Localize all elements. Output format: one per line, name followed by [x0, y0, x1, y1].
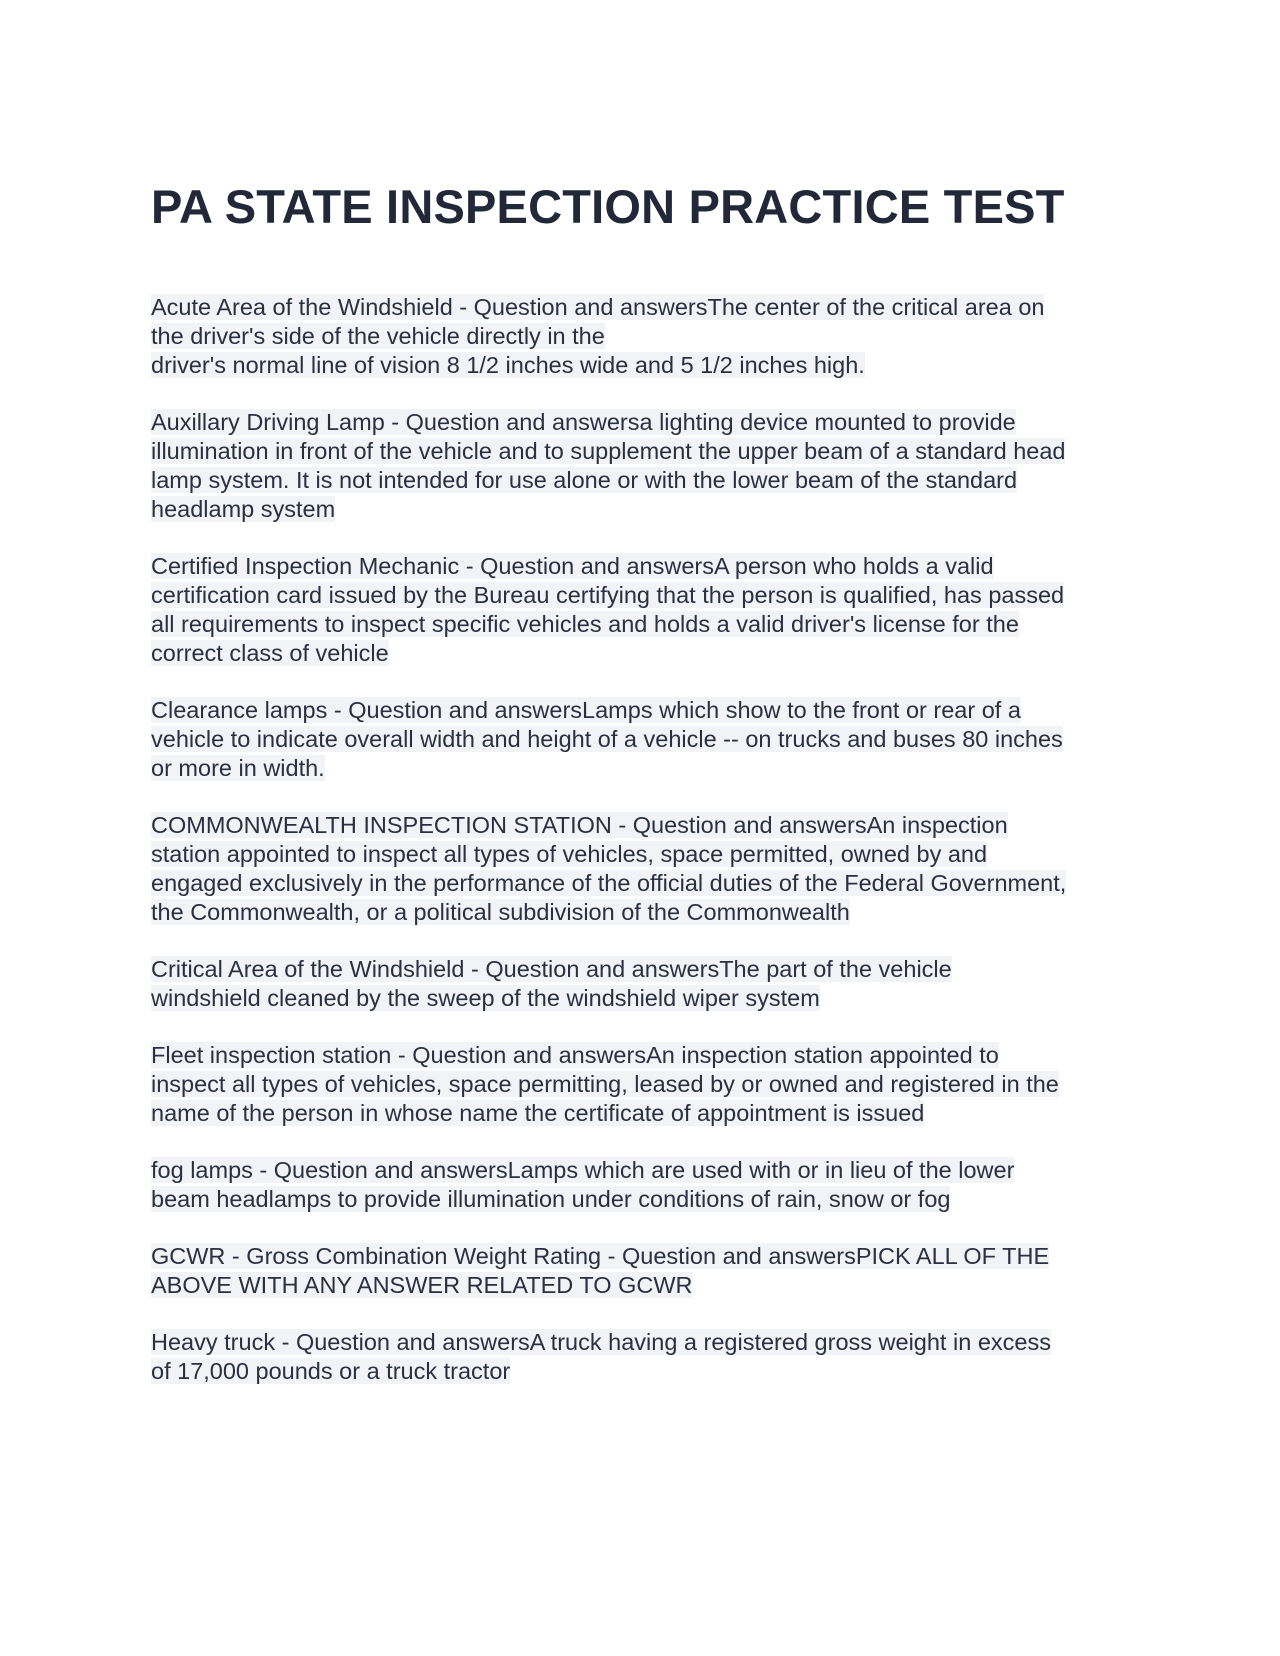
entry-text-line: Critical Area of the Windshield - Question and answersThe part of the vehicle: [151, 956, 952, 982]
page-title: PA STATE INSPECTION PRACTICE TEST: [151, 180, 1065, 233]
entry-text-line: GCWR - Gross Combination Weight Rating - Question and answersPICK ALL OF THE: [151, 1243, 1050, 1269]
entry-text-line: illumination in front of the vehicle and to supplement the upper beam of a standard head: [151, 438, 1066, 464]
entry-text-line: windshield cleaned by the sweep of the windshield wiper system: [151, 985, 820, 1011]
entry-text-line: the driver's side of the vehicle directly in the: [151, 323, 605, 349]
entry-text-line: driver's normal line of vision 8 1/2 inches wide and 5 1/2 inches high.: [151, 352, 865, 378]
entry-critical-area: [151, 955, 1141, 1013]
entry-text-line: inspect all types of vehicles, space permitting, leased by or owned and registered in the: [151, 1071, 1059, 1097]
entry-certified-inspection-mechanic: [151, 552, 1141, 668]
entry-text-line: certification card issued by the Bureau certifying that the person is qualified, has passed: [151, 582, 1065, 608]
entry-text-line: fog lamps - Question and answersLamps which are used with or in lieu of the lower: [151, 1157, 1015, 1183]
entry-text-line: beam headlamps to provide illumination under conditions of rain, snow or fog: [151, 1186, 951, 1212]
entry-clearance-lamps: [151, 696, 1141, 783]
entry-fog-lamps: [151, 1156, 1141, 1214]
entry-text-line: Fleet inspection station - Question and answersAn inspection station appointed to: [151, 1042, 999, 1068]
entry-text-line: COMMONWEALTH INSPECTION STATION - Question and answersAn inspection: [151, 812, 1008, 838]
entry-text-line: correct class of vehicle: [151, 640, 389, 666]
entry-text-line: engaged exclusively in the performance of the official duties of the Federal Government,: [151, 870, 1067, 896]
entry-text-line: the Commonwealth, or a political subdivision of the Commonwealth: [151, 899, 850, 925]
entry-text-line: ABOVE WITH ANY ANSWER RELATED TO GCWR: [151, 1272, 693, 1298]
entry-text-line: Auxillary Driving Lamp - Question and answersa lighting device mounted to provide: [151, 409, 1016, 435]
entry-text-line: vehicle to indicate overall width and height of a vehicle -- on trucks and buses 80 inches: [151, 726, 1063, 752]
entry-text-line: Heavy truck - Question and answersA truck having a registered gross weight in excess: [151, 1329, 1051, 1355]
entry-text-line: Certified Inspection Mechanic - Question and answersA person who holds a valid: [151, 553, 994, 579]
entry-auxillary-driving-lamp: [151, 408, 1141, 524]
entry-gcwr: [151, 1242, 1141, 1300]
entry-text-line: Acute Area of the Windshield - Question and answersThe center of the critical area on: [151, 294, 1045, 320]
entry-commonwealth-inspection-station: [151, 811, 1141, 927]
entry-text-line: headlamp system: [151, 496, 336, 522]
entry-list: [151, 293, 1141, 1386]
entry-text-line: of 17,000 pounds or a truck tractor: [151, 1358, 511, 1384]
entry-heavy-truck: [151, 1328, 1141, 1386]
entry-text-line: all requirements to inspect specific vehicles and holds a valid driver's license for the: [151, 611, 1019, 637]
entry-fleet-inspection-station: [151, 1041, 1141, 1128]
entry-text-line: name of the person in whose name the certificate of appointment is issued: [151, 1100, 925, 1126]
entry-text-line: station appointed to inspect all types of vehicles, space permitted, owned by and: [151, 841, 988, 867]
entry-text-line: lamp system. It is not intended for use alone or with the lower beam of the standard: [151, 467, 1018, 493]
entry-text-line: Clearance lamps - Question and answersLamps which show to the front or rear of a: [151, 697, 1021, 723]
entry-acute-area: [151, 293, 1141, 380]
document-page: [151, 180, 1141, 1414]
entry-text-line: or more in width.: [151, 755, 325, 781]
